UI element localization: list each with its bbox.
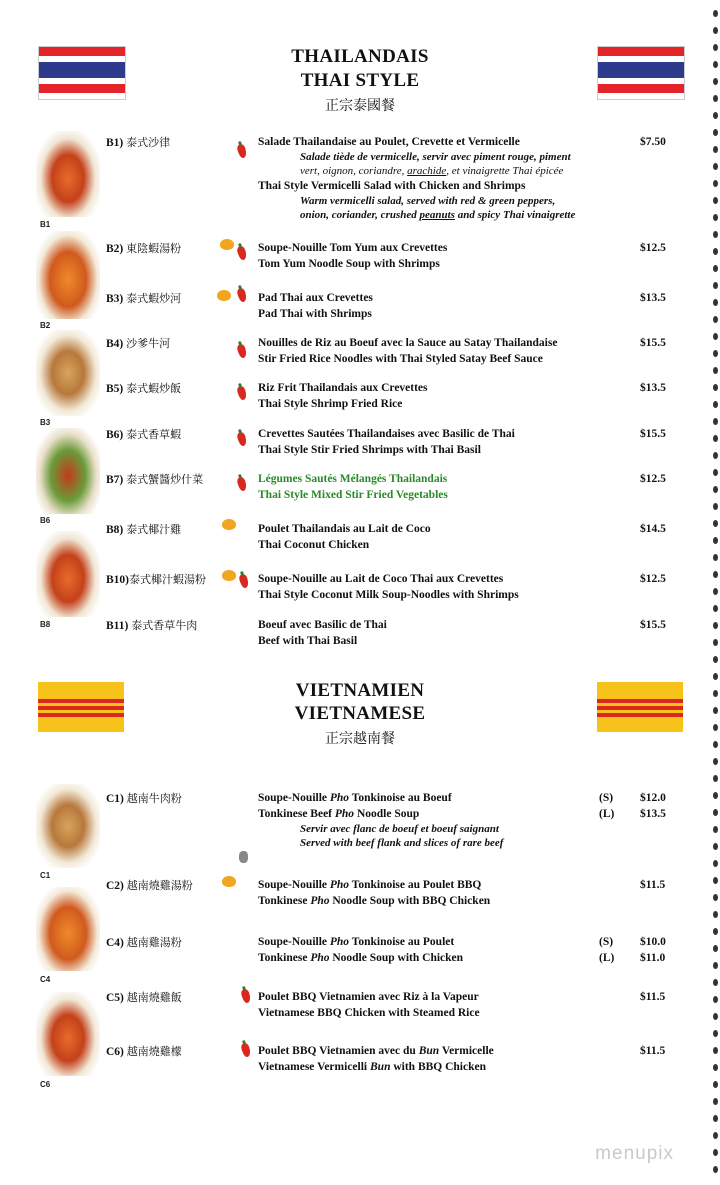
binder-hole	[713, 520, 718, 527]
item-name-en: Pad Thai with Shrimps	[258, 308, 372, 320]
binder-hole	[713, 826, 718, 833]
binder-hole	[713, 724, 718, 731]
thai-title-en: THAI STYLE	[300, 70, 420, 91]
binder-hole	[713, 44, 718, 51]
item-name-fr: Soupe-Nouille	[258, 879, 330, 891]
item-code: B7)	[106, 474, 124, 486]
binder-hole	[713, 333, 718, 340]
item-name-en: Stir Fried Rice Noodles with Thai Styled Satay Beef Sauce	[258, 353, 543, 365]
binder-hole	[713, 1098, 718, 1105]
item-name-en-end: Noodle Soup with BBQ Chicken	[329, 895, 491, 907]
item-price-small: $10.0	[640, 936, 666, 948]
binder-hole	[713, 231, 718, 238]
binder-hole	[713, 486, 718, 493]
binder-hole	[713, 792, 718, 799]
item-name-fr: Soupe-Nouille	[258, 936, 330, 948]
binder-hole	[713, 1064, 718, 1071]
binder-hole	[713, 1149, 718, 1156]
item-name-zh: 泰式椰汁雞	[126, 523, 182, 536]
binder-hole	[713, 1115, 718, 1122]
photo-label: C4	[40, 975, 51, 984]
item-desc-fr-2c: , et vinaigrette Thai épicée	[446, 165, 564, 177]
item-name-zh: 泰式椰汁蝦湯粉	[129, 573, 206, 586]
binder-hole	[713, 877, 718, 884]
menu-item-c4	[106, 934, 706, 968]
item-price: $11.5	[640, 991, 666, 1003]
viet-title-zh: 正宗越南餐	[325, 731, 395, 747]
binder-hole	[713, 401, 718, 408]
item-name-fr: Pad Thai aux Crevettes	[258, 292, 373, 304]
dish-photo-b3	[36, 330, 100, 416]
item-price: $12.5	[640, 473, 666, 485]
binder-holes	[712, 0, 718, 1185]
binder-hole	[713, 911, 718, 918]
binder-hole	[713, 10, 718, 17]
item-name-en: Tom Yum Noodle Soup with Shrimps	[258, 258, 440, 270]
item-name-zh: 越南牛肉粉	[126, 792, 182, 805]
item-desc-en: Served with beef flank and slices of rare beef	[300, 837, 504, 849]
item-price: $14.5	[640, 523, 666, 535]
thai-title-zh: 正宗泰國餐	[325, 98, 395, 114]
item-name-en: Tonkinese	[258, 895, 311, 907]
item-name-zh: 泰式蟹醬炒什菜	[126, 473, 204, 486]
item-price-large: $13.5	[640, 808, 666, 820]
binder-hole	[713, 129, 718, 136]
binder-hole	[713, 163, 718, 170]
size-small: (S)	[599, 936, 614, 948]
item-name-en-end: with BBQ Chicken	[390, 1061, 487, 1073]
item-code: C5)	[106, 992, 124, 1004]
dish-photo-b2	[36, 231, 100, 319]
item-name-en: Vietnamese Vermicelli	[258, 1061, 370, 1073]
binder-hole	[713, 95, 718, 102]
binder-hole	[713, 316, 718, 323]
item-price: $13.5	[640, 382, 666, 394]
binder-hole	[713, 367, 718, 374]
binder-hole	[713, 1047, 718, 1054]
item-price: $7.50	[640, 136, 666, 148]
item-name-en: Tonkinese Beef	[258, 808, 335, 820]
item-desc-fr-1: Salade tiède de vermicelle, servir avec piment rouge, piment	[300, 151, 571, 163]
binder-hole	[713, 146, 718, 153]
binder-hole	[713, 452, 718, 459]
item-name-fr: Soupe-Nouille au Lait de Coco Thai aux Crevettes	[258, 573, 504, 585]
item-code: B4)	[106, 338, 124, 350]
binder-hole	[713, 996, 718, 1003]
binder-hole	[713, 775, 718, 782]
photo-label: B3	[40, 418, 51, 427]
item-desc-fr-2a: vert, oignon, coriandre,	[300, 165, 408, 177]
item-price: $12.5	[640, 573, 666, 585]
binder-hole	[713, 639, 718, 646]
binder-hole	[713, 1030, 718, 1037]
item-name-en: Thai Coconut Chicken	[258, 539, 370, 551]
item-name-fr: Poulet Thailandais au Lait de Coco	[258, 523, 431, 535]
item-name-en-end: Noodle Soup	[354, 808, 420, 820]
item-name-en: Beef with Thai Basil	[258, 635, 358, 647]
menu-item-b6	[106, 426, 706, 460]
binder-hole	[713, 265, 718, 272]
allergen-peanut-en: peanuts	[419, 209, 455, 221]
item-code: C2)	[106, 880, 124, 892]
item-name-fr-italic: Bun	[418, 1045, 440, 1057]
item-price-large: $11.0	[640, 952, 666, 964]
binder-hole	[713, 469, 718, 476]
menu-item-b1	[106, 134, 706, 224]
item-name-en: Thai Style Stir Fried Shrimps with Thai Basil	[258, 444, 481, 456]
item-name-en: Thai Style Mixed Stir Fried Vegetables	[258, 489, 448, 501]
binder-hole	[713, 78, 718, 85]
item-name-zh: 越南雞湯粉	[126, 936, 182, 949]
binder-hole	[713, 248, 718, 255]
item-name-en: Vietnamese BBQ Chicken with Steamed Rice	[258, 1007, 480, 1019]
item-name-zh: 沙爹牛河	[126, 337, 171, 350]
size-large: (L)	[599, 952, 615, 964]
photo-label: B6	[40, 516, 51, 525]
item-name-zh: 泰式沙律	[126, 136, 171, 149]
binder-hole	[713, 61, 718, 68]
item-name-en-italic: Bun	[370, 1061, 391, 1073]
item-price: $15.5	[640, 337, 666, 349]
watermark: menupix	[595, 1143, 674, 1164]
item-price: $15.5	[640, 428, 666, 440]
binder-hole	[713, 27, 718, 34]
binder-hole	[713, 384, 718, 391]
binder-hole	[713, 299, 718, 306]
size-small: (S)	[599, 792, 614, 804]
photo-label: B2	[40, 321, 51, 330]
binder-hole	[713, 741, 718, 748]
item-name-en: Tonkinese	[258, 952, 311, 964]
binder-hole	[713, 894, 718, 901]
item-desc-en-1: Warm vermicelli salad, served with red & green peppers,	[300, 195, 556, 207]
menu-item-c5	[106, 989, 706, 1023]
binder-hole	[713, 758, 718, 765]
item-code: B2)	[106, 243, 124, 255]
item-name-fr: Nouilles de Riz au Boeuf avec la Sauce au Satay Thailandaise	[258, 337, 558, 349]
binder-hole	[713, 435, 718, 442]
binder-hole	[713, 945, 718, 952]
binder-hole	[713, 180, 718, 187]
item-code: B5)	[106, 383, 124, 395]
item-name-zh: 泰式蝦炒飯	[126, 382, 182, 395]
item-name-fr-end: Tonkinoise au Poulet	[349, 936, 455, 948]
item-price: $11.5	[640, 1045, 666, 1057]
binder-hole	[713, 418, 718, 425]
item-code: B8)	[106, 524, 124, 536]
binder-hole	[713, 503, 718, 510]
item-name-fr: Salade Thailandaise au Poulet, Crevette et Vermicelle	[258, 136, 520, 148]
binder-hole	[713, 1081, 718, 1088]
binder-hole	[713, 1132, 718, 1139]
dish-photo-b1	[36, 131, 100, 217]
item-name-en: Thai Style Shrimp Fried Rice	[258, 398, 403, 410]
item-name-fr: Riz Frit Thailandais aux Crevettes	[258, 382, 428, 394]
menu-item-c2	[106, 877, 706, 911]
binder-hole	[713, 979, 718, 986]
menu-item-b4	[106, 335, 706, 369]
item-code: B3)	[106, 293, 124, 305]
item-name-en-end: Noodle Soup with Chicken	[329, 952, 464, 964]
item-name-fr-end: Vermicelle	[439, 1045, 494, 1057]
seal-icon	[239, 851, 248, 863]
item-name-zh: 越南燒雞飯	[126, 991, 182, 1004]
dish-photo-c4	[36, 887, 100, 971]
menu-item-b3	[106, 290, 706, 324]
dish-photo-b6	[36, 428, 100, 514]
item-name-en: Thai Style Vermicelli Salad with Chicken and Shrimps	[258, 180, 526, 192]
binder-hole	[713, 571, 718, 578]
photo-label: B1	[40, 220, 51, 229]
menu-item-b10	[106, 571, 706, 605]
item-price: $13.5	[640, 292, 666, 304]
binder-hole	[713, 690, 718, 697]
binder-hole	[713, 214, 718, 221]
item-code: B6)	[106, 429, 124, 441]
binder-hole	[713, 282, 718, 289]
size-large: (L)	[599, 808, 615, 820]
item-name-fr-italic: Pho	[329, 936, 350, 948]
item-name-fr-italic: Pho	[329, 792, 350, 804]
item-price: $11.5	[640, 879, 666, 891]
binder-hole	[713, 962, 718, 969]
menu-item-b2	[106, 240, 706, 274]
item-name-zh: 泰式香草蝦	[126, 428, 182, 441]
menu-item-b5	[106, 380, 706, 414]
item-name-zh: 越南燒雞檬	[126, 1045, 182, 1058]
item-name-fr: Poulet BBQ Vietnamien avec Riz à la Vapeur	[258, 991, 479, 1003]
item-name-zh: 泰式蝦炒河	[126, 292, 182, 305]
thai-title-fr: THAILANDAIS	[291, 46, 429, 67]
allergen-peanut-fr: arachide	[407, 165, 447, 177]
menu-item-b7	[106, 471, 706, 505]
binder-hole	[713, 605, 718, 612]
binder-hole	[713, 860, 718, 867]
binder-hole	[713, 707, 718, 714]
item-name-en-italic: Pho	[310, 952, 330, 964]
item-price-small: $12.0	[640, 792, 666, 804]
item-name-en-italic: Pho	[310, 895, 330, 907]
item-name-fr: Poulet BBQ Vietnamien avec du	[258, 1045, 419, 1057]
binder-hole	[713, 537, 718, 544]
item-desc-fr: Servir avec flanc de boeuf et boeuf saignant	[300, 823, 499, 835]
item-name-fr: Légumes Sautés Mélangés Thailandais	[258, 473, 448, 485]
item-code: C6)	[106, 1046, 124, 1058]
menu-item-b11	[106, 617, 706, 651]
binder-hole	[713, 928, 718, 935]
binder-hole	[713, 1013, 718, 1020]
binder-hole	[713, 622, 718, 629]
binder-hole	[713, 656, 718, 663]
item-name-fr: Boeuf avec Basilic de Thai	[258, 619, 387, 631]
item-name-fr: Soupe-Nouille Tom Yum aux Crevettes	[258, 242, 448, 254]
item-price: $12.5	[640, 242, 666, 254]
binder-hole	[713, 554, 718, 561]
binder-hole	[713, 809, 718, 816]
dish-photo-b8	[36, 531, 100, 617]
item-code: B11)	[106, 620, 129, 632]
binder-hole	[713, 350, 718, 357]
item-name-zh: 東陰蝦湯粉	[126, 242, 182, 255]
binder-hole	[713, 1166, 718, 1173]
item-code: C4)	[106, 937, 124, 949]
photo-label: C6	[40, 1080, 51, 1089]
item-name-zh: 泰式香草牛肉	[131, 619, 198, 632]
menu-item-b8	[106, 521, 706, 555]
dish-photo-c1	[36, 784, 100, 868]
item-name-fr: Crevettes Sautées Thailandaises avec Basilic de Thai	[258, 428, 515, 440]
item-price: $15.5	[640, 619, 666, 631]
menu-item-c6	[106, 1043, 706, 1077]
item-name-fr-end: Tonkinoise au Boeuf	[349, 792, 452, 804]
photo-label: B8	[40, 620, 51, 629]
binder-hole	[713, 112, 718, 119]
item-name-fr-end: Tonkinoise au Poulet BBQ	[349, 879, 482, 891]
item-name-fr: Soupe-Nouille	[258, 792, 330, 804]
item-desc-en-2a: onion, coriander, crushed	[300, 209, 420, 221]
photo-label: C1	[40, 871, 51, 880]
dish-photo-c6	[36, 992, 100, 1076]
item-code: B1)	[106, 137, 124, 149]
item-name-fr-italic: Pho	[329, 879, 350, 891]
viet-title-en: VIETNAMESE	[294, 703, 426, 724]
binder-hole	[713, 673, 718, 680]
item-code: C1)	[106, 793, 124, 805]
viet-title-fr: VIETNAMIEN	[295, 680, 425, 701]
item-name-zh: 越南燒雞湯粉	[126, 879, 193, 892]
item-name-en: Thai Style Coconut Milk Soup-Noodles with Shrimps	[258, 589, 519, 601]
binder-hole	[713, 197, 718, 204]
binder-hole	[713, 843, 718, 850]
binder-hole	[713, 588, 718, 595]
item-desc-en-2c: and spicy Thai vinaigrette	[454, 209, 576, 221]
item-code: B10)	[106, 574, 129, 586]
item-name-en-italic: Pho	[334, 808, 355, 820]
menu-item-c1	[106, 790, 706, 850]
